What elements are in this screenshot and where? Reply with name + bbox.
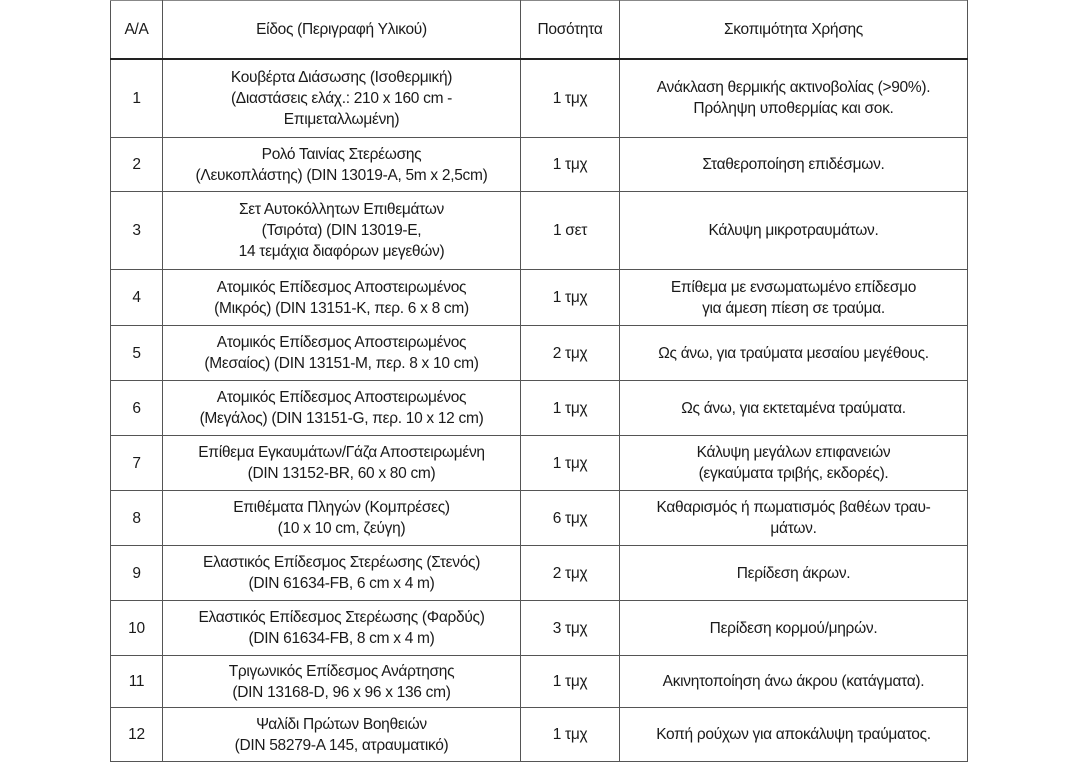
item-quantity: 1 τμχ [521,708,620,762]
row-number: 10 [111,601,163,656]
item-quantity: 1 τμχ [521,436,620,491]
header-quantity: Ποσότητα [521,1,620,59]
table-row [111,192,968,270]
first-aid-kit-table [110,0,968,762]
item-description: Επίθεμα Εγκαυμάτων/Γάζα Αποστειρωμένη (DIN 13152-BR, 60 x 80 cm) [163,436,521,491]
table-row [111,381,968,436]
row-number: 4 [111,270,163,326]
item-description: Ατομικός Επίδεσμος Αποστειρωμένος (Μεγάλος) (DIN 13151-G, περ. 10 x 12 cm) [163,381,521,436]
item-purpose: Ανάκλαση θερμικής ακτινοβολίας (>90%). Πρόληψη υποθερμίας και σοκ. [620,59,968,138]
item-purpose: Κάλυψη μικροτραυμάτων. [620,192,968,270]
table-row [111,59,968,138]
item-purpose: Κοπή ρούχων για αποκάλυψη τραύματος. [620,708,968,762]
item-quantity: 6 τμχ [521,491,620,546]
item-description: Ψαλίδι Πρώτων Βοηθειών (DIN 58279-A 145, ατραυματικό) [163,708,521,762]
item-quantity: 1 τμχ [521,270,620,326]
item-description: Επιθέματα Πληγών (Κομπρέσες) (10 x 10 cm, ζεύγη) [163,491,521,546]
table-row [111,708,968,762]
item-purpose: Κάλυψη μεγάλων επιφανειών (εγκαύματα τριβής, εκδορές). [620,436,968,491]
item-quantity: 1 τμχ [521,59,620,138]
item-quantity: 2 τμχ [521,326,620,381]
item-purpose: Ακινητοποίηση άνω άκρου (κατάγματα). [620,656,968,708]
row-number: 2 [111,138,163,192]
table-row [111,138,968,192]
row-number: 3 [111,192,163,270]
table-row [111,601,968,656]
row-number: 5 [111,326,163,381]
item-purpose: Καθαρισμός ή πωματισμός βαθέων τραυ- μάτων. [620,491,968,546]
row-number: 12 [111,708,163,762]
item-description: Σετ Αυτοκόλλητων Επιθεμάτων (Τσιρότα) (DIN 13019-E, 14 τεμάχια διαφόρων μεγεθών) [163,192,521,270]
table-row [111,270,968,326]
item-description: Κουβέρτα Διάσωσης (Ισοθερμική) (Διαστάσεις ελάχ.: 210 x 160 cm - Επιμεταλλωμένη) [163,59,521,138]
table-row [111,656,968,708]
item-description: Τριγωνικός Επίδεσμος Ανάρτησης (DIN 13168-D, 96 x 96 x 136 cm) [163,656,521,708]
item-description: Ρολό Ταινίας Στερέωσης (Λευκοπλάστης) (DIN 13019-A, 5m x 2,5cm) [163,138,521,192]
item-purpose: Σταθεροποίηση επιδέσμων. [620,138,968,192]
table-row [111,546,968,601]
row-number: 6 [111,381,163,436]
item-description: Ελαστικός Επίδεσμος Στερέωσης (Φαρδύς) (DIN 61634-FB, 8 cm x 4 m) [163,601,521,656]
item-quantity: 3 τμχ [521,601,620,656]
item-description: Ατομικός Επίδεσμος Αποστειρωμένος (Μικρός) (DIN 13151-K, περ. 6 x 8 cm) [163,270,521,326]
row-number: 9 [111,546,163,601]
row-number: 11 [111,656,163,708]
item-quantity: 1 σετ [521,192,620,270]
item-quantity: 1 τμχ [521,381,620,436]
header-number: Α/Α [111,1,163,59]
header-purpose: Σκοπιμότητα Χρήσης [620,1,968,59]
header-item: Είδος (Περιγραφή Υλικού) [163,1,521,59]
table-header-row [111,1,968,59]
item-purpose: Περίδεση άκρων. [620,546,968,601]
item-purpose: Περίδεση κορμού/μηρών. [620,601,968,656]
item-quantity: 1 τμχ [521,656,620,708]
table-row [111,491,968,546]
row-number: 8 [111,491,163,546]
item-purpose: Ως άνω, για τραύματα μεσαίου μεγέθους. [620,326,968,381]
row-number: 7 [111,436,163,491]
item-purpose: Ως άνω, για εκτεταμένα τραύματα. [620,381,968,436]
table-row [111,436,968,491]
row-number: 1 [111,59,163,138]
item-quantity: 1 τμχ [521,138,620,192]
item-description: Ατομικός Επίδεσμος Αποστειρωμένος (Μεσαίος) (DIN 13151-M, περ. 8 x 10 cm) [163,326,521,381]
item-purpose: Επίθεμα με ενσωματωμένο επίδεσμο για άμεση πίεση σε τραύμα. [620,270,968,326]
item-quantity: 2 τμχ [521,546,620,601]
table-row [111,326,968,381]
item-description: Ελαστικός Επίδεσμος Στερέωσης (Στενός) (DIN 61634-FB, 6 cm x 4 m) [163,546,521,601]
